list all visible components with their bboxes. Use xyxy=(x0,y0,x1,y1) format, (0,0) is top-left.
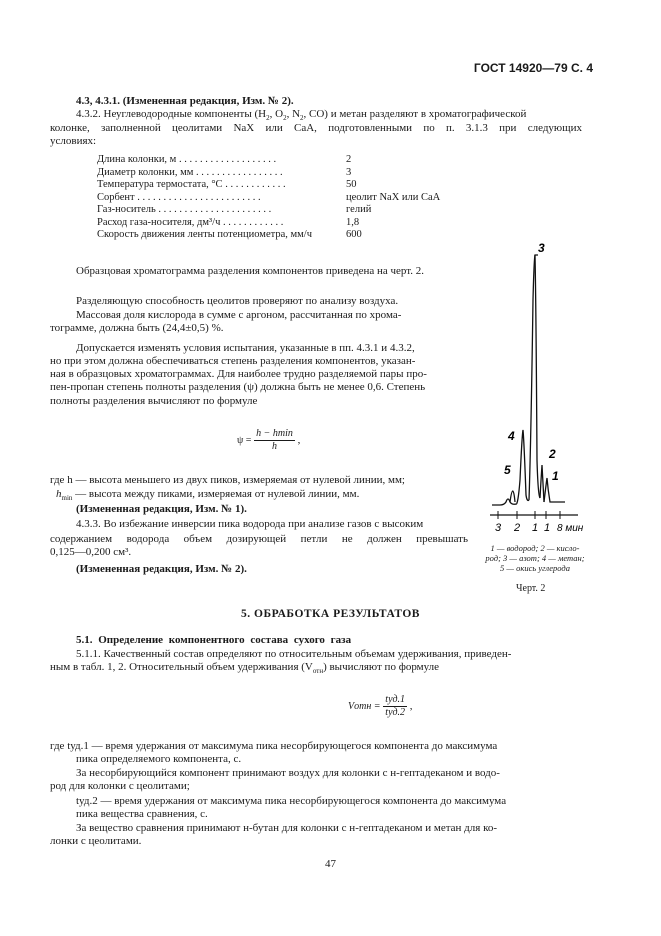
formula-tail: , xyxy=(297,434,301,446)
paragraph-432-line1 xyxy=(76,108,526,122)
peak-5 xyxy=(510,491,515,502)
where-h: где h — высота меньшего из двух пиков, измеряемая от нулевой линии, мм; xyxy=(50,474,405,486)
condition-value: 600 xyxy=(346,229,362,240)
formula-lhs: ψ = xyxy=(237,435,252,446)
condition-row xyxy=(97,153,517,165)
paragraph-432-line3: условиях: xyxy=(50,135,97,147)
where-t2-line2: пика вещества сравнения, с. xyxy=(76,808,208,820)
amendment-note-1: (Измененная редакция, Изм. № 1). xyxy=(76,503,247,515)
text: , N xyxy=(286,108,301,120)
condition-name: Температура термостата, °C . . . . . . . . . . . . xyxy=(97,179,286,190)
formula-vrel xyxy=(348,694,413,719)
peak-label-1: 1 xyxy=(552,469,559,483)
subscript: отн xyxy=(312,667,324,675)
formula-tail: , xyxy=(409,700,413,712)
symbol: h xyxy=(56,488,62,500)
condition-value: цеолит NaX или CaA xyxy=(346,191,441,203)
text: ным в табл. 1, 2. Относительный объем удерживания (V xyxy=(50,661,313,673)
condition-name: Диаметр колонки, мм . . . . . . . . . . . . . . . . . xyxy=(97,166,283,178)
page-number: 47 xyxy=(325,858,336,870)
nonsorb-line1: За несорбирующийся компонент принимают воздух для колонки с н-гептадеканом и водо- xyxy=(76,767,500,779)
amendment-note-43: 4.3, 4.3.1. (Измененная редакция, Изм. № 2). xyxy=(76,95,294,107)
allow-line2: но при этом должна обеспечиваться степень разделения компонентов, указан- xyxy=(50,355,416,367)
figure-legend xyxy=(474,543,596,573)
allow-line5: полноты разделения вычисляют по формуле xyxy=(50,395,258,407)
subscript: 2 xyxy=(283,114,287,122)
where-hmin xyxy=(56,488,359,502)
where-t1-line2: пика определяемого компонента, с. xyxy=(76,753,242,765)
text: 4.3.2. Неуглеводородные компоненты (H xyxy=(76,108,267,120)
where-t1-line1: где tуд.1 — время удержания от максимума пика несорбирующегося компонента до максимума xyxy=(50,740,498,752)
formula-denominator: tуд.2 xyxy=(385,707,406,718)
formula-fraction xyxy=(254,428,295,453)
peak-label-5: 5 xyxy=(504,463,511,477)
figure-caption: Черт. 2 xyxy=(516,583,546,594)
paragraph-432-line2: колонке, заполненной цеолитами NaX или CaA, подготовленными по п. 3.1.3 при следующих xyxy=(50,122,582,134)
peak-2 xyxy=(540,465,544,502)
amendment-note-2: (Измененная редакция, Изм. № 2). xyxy=(76,563,247,575)
formula-denominator: h xyxy=(272,441,278,452)
condition-value: гелий xyxy=(346,204,372,215)
section51-title: 5.1. Определение компонентного состава сухого газа xyxy=(76,634,352,646)
tick-label: 8 мин xyxy=(557,523,584,534)
p511-line2 xyxy=(50,661,439,675)
ref-line2: лонки с цеолитами. xyxy=(50,835,142,847)
condition-value: 2 xyxy=(346,154,352,165)
formula-numerator: tуд.1 xyxy=(385,694,406,705)
condition-row xyxy=(97,191,517,203)
condition-name: Сорбент . . . . . . . . . . . . . . . . . . . . . . . . xyxy=(97,191,261,203)
peak-label-3: 3 xyxy=(538,241,545,255)
formula-fraction xyxy=(383,694,407,719)
peak-4 xyxy=(516,430,529,504)
condition-name: Расход газа-носителя, дм³/ч . . . . . . . . . . . . xyxy=(97,216,284,228)
text: , CO) и метан разделяют в хроматографической xyxy=(303,108,527,120)
resolve-line1: Разделяющую способность цеолитов проверяют по анализу воздуха. xyxy=(76,295,399,307)
subscript: min xyxy=(61,494,73,502)
where-t2-line1: tуд.2 — время удержания от максимума пика несорбирующегося компонента до максимума xyxy=(76,795,507,807)
legend-line1: 1 — водород; 2 — кисло- xyxy=(490,543,580,553)
p433-line2: содержанием водорода объем дозирующей петли не должен превышать xyxy=(50,533,468,545)
legend-line3: 5 — окись углерода xyxy=(500,563,570,573)
condition-row xyxy=(97,216,517,228)
text: , O xyxy=(269,108,284,120)
condition-name: Скорость движения ленты потенциометра, мм/ч xyxy=(97,229,312,240)
condition-row xyxy=(97,203,517,215)
condition-name: Длина колонки, м . . . . . . . . . . . . . . . . . . . xyxy=(97,154,277,165)
subscript: 2 xyxy=(266,114,270,122)
p433-line1: 4.3.3. Во избежание инверсии пика водорода при анализе газов с высоким xyxy=(76,518,424,530)
peak-3-fall xyxy=(535,255,540,498)
text: ) вычисляют по формуле xyxy=(323,661,440,673)
condition-value: 50 xyxy=(346,179,357,190)
allow-line4: пен-пропан степень полноты разделения (ψ) должна быть не менее 0,6. Степень xyxy=(50,381,426,393)
ref-line1: За вещество сравнения принимают н-бутан для колонки с н-гептадеканом и метан для ко- xyxy=(76,822,498,834)
tick-label: 1 xyxy=(532,522,539,534)
peak-label-2: 2 xyxy=(549,447,556,461)
condition-name: Газ-носитель . . . . . . . . . . . . . . . . . . . . . . xyxy=(97,204,272,215)
resolve-line2: Массовая доля кислорода в сумме с аргоном, рассчитанная по хрома- xyxy=(76,309,402,321)
tick-label: 2 xyxy=(514,522,521,534)
p433-line3: 0,125—0,200 см³. xyxy=(50,546,132,558)
allow-line1: Допускается изменять условия испытания, указанные в пп. 4.3.1 и 4.3.2, xyxy=(76,342,415,354)
formula-numerator: h − hmin xyxy=(256,428,293,439)
tick-label: 1 xyxy=(544,522,551,534)
legend-line2: род; 3 — азот; 4 — метан; xyxy=(485,553,585,563)
chromatogram-figure xyxy=(480,240,590,540)
condition-row xyxy=(97,178,517,190)
peak-label-4: 4 xyxy=(508,429,515,443)
tick-label: 3 xyxy=(495,522,502,534)
subscript: 2 xyxy=(300,114,304,122)
text: — высота между пиками, измеряемая от нулевой линии, мм. xyxy=(72,488,360,500)
sample-chromatogram-text: Образцовая хроматограмма разделения компонентов приведена на черт. 2. xyxy=(76,265,425,277)
condition-value: 1,8 xyxy=(346,216,360,228)
allow-line3: ная в образцовых хроматограммах. Для наиболее трудно разделяемой пары про- xyxy=(50,368,427,380)
condition-row xyxy=(97,228,517,240)
formula-psi xyxy=(237,428,300,453)
running-header: ГОСТ 14920—79 С. 4 xyxy=(473,61,593,75)
condition-row xyxy=(97,166,517,178)
formula-lhs: Vотн = xyxy=(348,701,381,712)
condition-value: 3 xyxy=(346,166,352,178)
section5-title: 5. ОБРАБОТКА РЕЗУЛЬТАТОВ xyxy=(241,608,420,620)
nonsorb-line2: род для колонки с цеолитами; xyxy=(50,780,190,792)
p511-line1: 5.1.1. Качественный состав определяют по относительным объемам удерживания, приведен- xyxy=(76,648,512,660)
baseline xyxy=(492,499,516,505)
resolve-line3: тограмме, должна быть (24,4±0,5) %. xyxy=(50,322,224,334)
